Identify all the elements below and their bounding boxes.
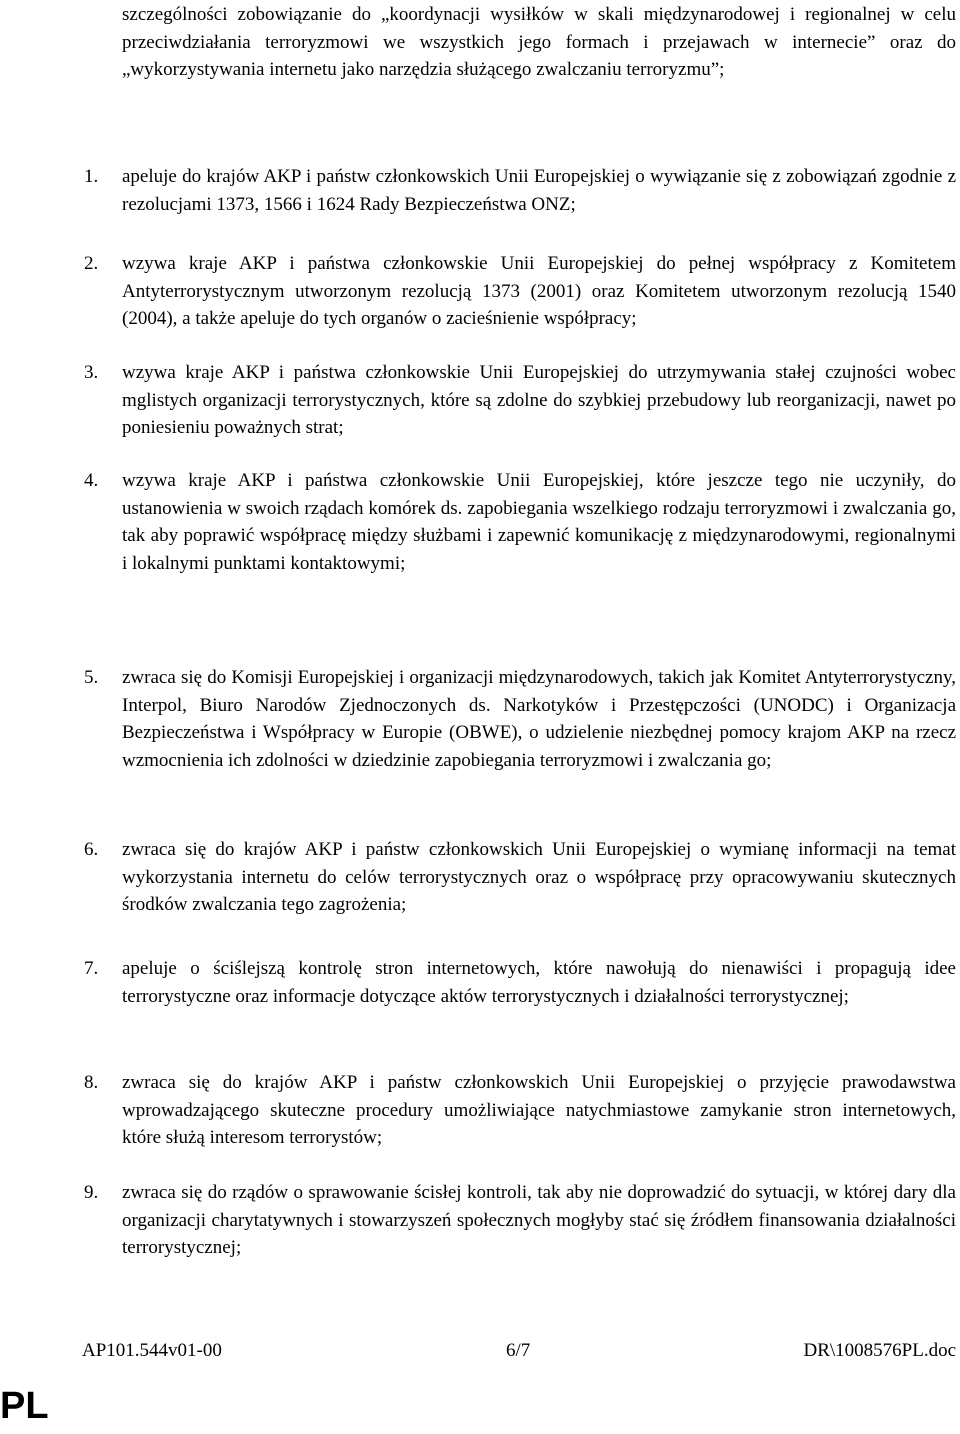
language-code: PL [0, 1385, 49, 1427]
item-number: 5. [84, 667, 99, 688]
item-text: zwraca się do Komisji Europejskiej i organizacji międzynarodowych, takich jak Komitet Antyterrorystyczny, Interpol, Biuro Narodów Zjednoczonych ds. Narkotyków i Przestępczości (UNODC) i Organizacja Bezpieczeństwa i Współpracy w Europie (OBWE), o udzielenie niezbędnej pomocy krajom AKP na rzecz wzmocnienia ich zdolności w dziedzinie zapobiegania terroryzmowi i zwalczania go; [122, 667, 956, 771]
page-number: 6/7 [506, 1340, 531, 1361]
document-reference: AP101.544v01-00 [82, 1340, 222, 1361]
item-number: 4. [84, 470, 99, 491]
item-number: 3. [84, 362, 99, 383]
item-text: zwraca się do rządów o sprawowanie ścisłej kontroli, tak aby nie doprowadzić do sytuacji, w której dary dla organizacji charytatywnych i stowarzyszeń społecznych mogłyby stać się źródłem finansowania działalności terrorystycznej; [122, 1182, 956, 1258]
item-number: 9. [84, 1182, 99, 1203]
item-text: wzywa kraje AKP i państwa członkowskie Unii Europejskiej do utrzymywania stałej czujności wobec mglistych organizacji terrorystycznych, które są zdolne do szybkiej przebudowy lub reorganizacji, nawet po poniesieniu poważnych strat; [122, 362, 956, 438]
item-number: 6. [84, 839, 99, 860]
item-text: zwraca się do krajów AKP i państw członkowskich Unii Europejskiej o przyjęcie prawodawstwa wprowadzającego skuteczne procedury umożliwiające natychmiastowe zamykanie stron internetowych, które służą interesom terrorystów; [122, 1072, 956, 1148]
item-number: 8. [84, 1072, 99, 1093]
intro-paragraph: szczególności zobowiązanie do „koordynacji wysiłków w skali międzynarodowej i regionalnej w celu przeciwdziałania terroryzmowi we wszystkich jego formach i przejawach w internecie” oraz do „wykorzystywania internetu jako narzędzia służącego zwalczaniu terroryzmu”; [122, 4, 956, 80]
item-number: 7. [84, 958, 99, 979]
item-text: apeluje do krajów AKP i państw członkowskich Unii Europejskiej o wywiązanie się z zobowiązań zgodnie z rezolucjami 1373, 1566 i 1624 Rady Bezpieczeństwa ONZ; [122, 166, 956, 215]
file-name: DR\1008576PL.doc [803, 1340, 956, 1361]
item-text: zwraca się do krajów AKP i państw członkowskich Unii Europejskiej o wymianę informacji na temat wykorzystania internetu do celów terrorystycznych oraz o współpracę przy opracowywaniu skutecznych środków zwalczania tego zagrożenia; [122, 839, 956, 915]
item-text: apeluje o ściślejszą kontrolę stron internetowych, które nawołują do nienawiści i propagują idee terrorystyczne oraz informacje dotyczące aktów terrorystycznych i działalności terrorystycznej; [122, 958, 956, 1007]
item-text: wzywa kraje AKP i państwa członkowskie Unii Europejskiej, które jeszcze tego nie uczyniły, do ustanowienia w swoich rządach komórek ds. zapobiegania wszelkiego rodzaju terroryzmowi i zwalczania go, tak aby poprawić współpracę między służbami i zapewnić komunikację z międzynarodowymi, regionalnymi i lokalnymi punktami kontaktowymi; [122, 470, 956, 574]
item-number: 1. [84, 166, 99, 187]
item-number: 2. [84, 253, 99, 274]
item-text: wzywa kraje AKP i państwa członkowskie Unii Europejskiej do pełnej współpracy z Komitetem Antyterrorystycznym utworzonym rezolucją 1373 (2001) oraz Komitetem utworzonym rezolucją 1540 (2004), a także apeluje do tych organów o zacieśnienie współpracy; [122, 253, 956, 329]
page-footer [0, 1340, 960, 1370]
